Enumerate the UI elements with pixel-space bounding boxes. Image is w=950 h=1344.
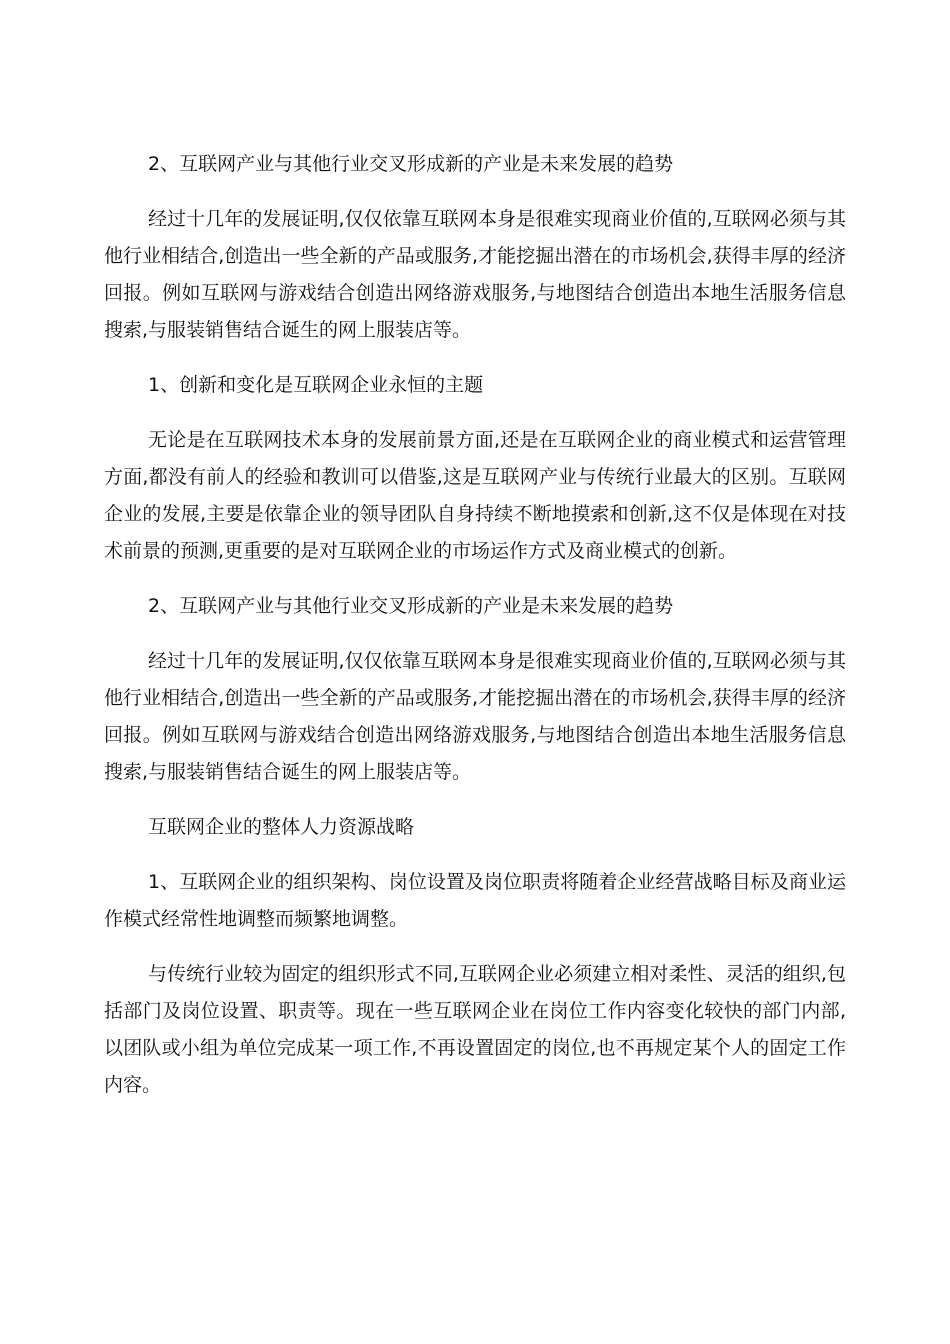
body-paragraph: 1、互联网企业的组织架构、岗位设置及岗位职责将随着企业经营战略目标及商业运作模式经常性地调整而频繁地调整。 bbox=[104, 871, 846, 930]
section-heading: 2、互联网产业与其他行业交叉形成新的产业是未来发展的趋势 bbox=[148, 595, 674, 617]
body-paragraph: 无论是在互联网技术本身的发展前景方面,还是在互联网企业的商业模式和运营管理方面,都没有前人的经验和教训可以借鉴,这是互联网产业与传统行业最大的区别。互联网企业的发展,主要是依靠企业的领导团队自身持续不断地摸索和创新,这不仅是体现在对技术前景的预测,更重要的是对互联网企业的市场运作方式及商业模式的创新。 bbox=[104, 429, 846, 562]
body-paragraph: 与传统行业较为固定的组织形式不同,互联网企业必须建立相对柔性、灵活的组织,包括部门及岗位设置、职责等。现在一些互联网企业在岗位工作内容变化较快的部门内部,以团队或小组为单位完成某一项工作,不再设置固定的岗位,也不再规定某个人的固定工作内容。 bbox=[104, 963, 846, 1096]
section-heading: 互联网企业的整体人力资源战略 bbox=[148, 816, 415, 838]
body-paragraph: 经过十几年的发展证明,仅仅依靠互联网本身是很难实现商业价值的,互联网必须与其他行业相结合,创造出一些全新的产品或服务,才能挖掘出潜在的市场机会,获得丰厚的经济回报。例如互联网与游戏结合创造出网络游戏服务,与地图结合创造出本地生活服务信息搜索,与服装销售结合诞生的网上服装店等。 bbox=[104, 650, 846, 783]
section-heading: 2、互联网产业与其他行业交叉形成新的产业是未来发展的趋势 bbox=[148, 153, 674, 175]
body-paragraph: 经过十几年的发展证明,仅仅依靠互联网本身是很难实现商业价值的,互联网必须与其他行业相结合,创造出一些全新的产品或服务,才能挖掘出潜在的市场机会,获得丰厚的经济回报。例如互联网与游戏结合创造出网络游戏服务,与地图结合创造出本地生活服务信息搜索,与服装销售结合诞生的网上服装店等。 bbox=[104, 208, 846, 341]
document-body bbox=[104, 146, 846, 1122]
section-heading: 1、创新和变化是互联网企业永恒的主题 bbox=[148, 374, 484, 396]
